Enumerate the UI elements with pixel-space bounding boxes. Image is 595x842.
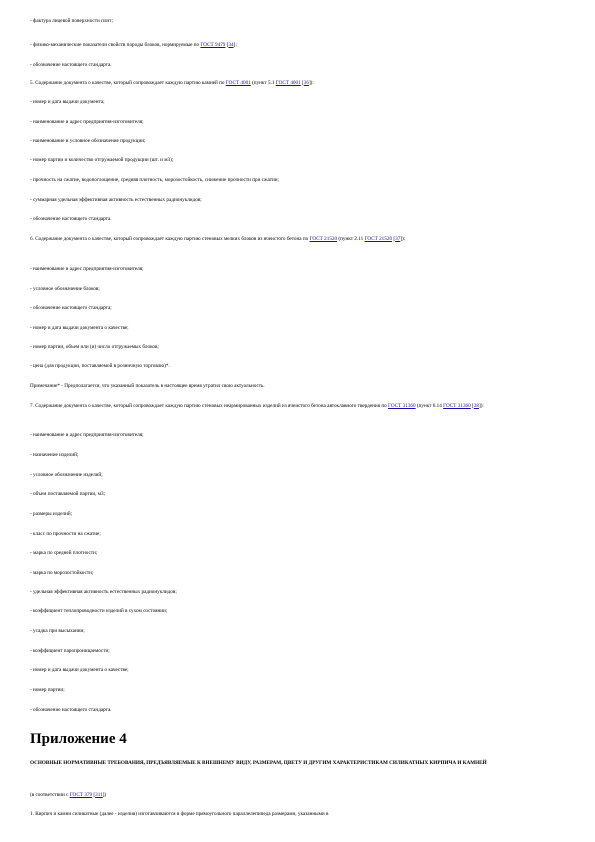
text-fragment: - размеры изделий; (30, 511, 73, 517)
text-fragment: - наименование и условное обозначение продукции; (30, 138, 146, 144)
text-fragment: ]; (233, 42, 237, 48)
text-line (30, 511, 570, 518)
text-fragment: 1. Кирпич и камни силикатные (далее - изделия) изготавливаются в форме прямоугольного параллелепипеда размерами, указанными в (30, 811, 329, 817)
text-fragment: Примечание* - Предполагается, что указанный показатель в настоящее время утратил свою актуальность. (30, 383, 265, 389)
text-line (30, 550, 570, 557)
text-fragment: - условное обозначение блоков; (30, 286, 100, 292)
text-line (30, 266, 570, 273)
text-fragment: - наименование и адрес предприятия-изготовителя; (30, 266, 144, 272)
appendix-note (30, 792, 570, 799)
reference-link[interactable]: 34 (228, 42, 234, 48)
text-line (30, 236, 570, 243)
text-fragment: [ (470, 403, 474, 409)
text-line (30, 531, 570, 538)
text-fragment: - цена (для продукции, поставляемой в розничную торговлю)*. (30, 363, 170, 369)
text-line (30, 119, 570, 126)
text-line (30, 216, 570, 223)
text-line (30, 42, 570, 49)
text-fragment: - суммарная удельная эффективная активность естественных радионуклидов; (30, 197, 202, 203)
text-line (30, 80, 570, 87)
reference-link[interactable]: ГОСТ 9479 (200, 42, 226, 48)
text-line (30, 62, 570, 69)
text-fragment: - обозначение настоящего стандарта. (30, 216, 112, 222)
text-fragment: ]) (102, 792, 107, 798)
text-fragment: [ (300, 80, 304, 86)
text-fragment: - номер партии и количество отгружаемой продукции (шт. и м3); (30, 157, 174, 163)
text-fragment: (пункт 2.11 (337, 236, 365, 242)
appendix-paragraph (30, 811, 570, 818)
text-line (30, 305, 570, 312)
text-line (30, 177, 570, 184)
text-fragment: - наименование и адрес предприятия-изготовителя; (30, 432, 144, 438)
text-fragment: - условное обозначение изделий; (30, 472, 103, 478)
text-fragment: (пункт 5.1 (250, 80, 276, 86)
text-line (30, 157, 570, 164)
text-fragment: - фактура лицевой поверхности плит; (30, 18, 113, 24)
text-fragment: - обозначение настоящего стандарта; (30, 305, 112, 311)
reference-link[interactable]: ГОСТ 4001 (225, 80, 251, 86)
reference-link[interactable]: 38 (473, 403, 479, 409)
text-fragment: - марка по средней плотности; (30, 550, 98, 556)
reference-link[interactable]: 37 (395, 236, 401, 242)
text-line (30, 197, 570, 204)
text-line (30, 472, 570, 479)
text-line (30, 344, 570, 351)
text-line (30, 589, 570, 596)
text-fragment: - назначение изделий; (30, 452, 79, 458)
text-fragment: (пункт 6.14 (415, 403, 444, 409)
text-fragment: - прочность на сжатие, водопоглощение, средняя плотность, морозостойкость, снижение прочности при сжатии; (30, 177, 279, 183)
reference-link[interactable]: ГОСТ 4001 (275, 80, 301, 86)
text-fragment: [ (392, 236, 396, 242)
text-fragment: - коэффициент теплопроводности изделий в сухом состоянии; (30, 608, 168, 614)
text-fragment: - физико-механические показатели свойств породы блоков, нормируемые по (30, 42, 201, 48)
reference-link[interactable]: ГОСТ 21520 (364, 236, 393, 242)
text-fragment: - номер и дата выдачи документа о качестве; (30, 667, 129, 673)
text-line (30, 383, 570, 390)
text-fragment: - усадка при высыхании; (30, 628, 85, 634)
text-line (30, 325, 570, 332)
text-fragment: - обозначение настоящего стандарта. (30, 707, 112, 713)
text-line (30, 432, 570, 439)
text-line (30, 452, 570, 459)
text-fragment: 5. Содержание документа о качестве, который сопровождает каждую партию камней по (30, 80, 226, 86)
text-line (30, 648, 570, 655)
text-fragment: [ (225, 42, 229, 48)
text-fragment: ]): (478, 403, 484, 409)
text-fragment: - номер партии, объем или (и) число отгружаемых блоков; (30, 344, 159, 350)
text-fragment: - коэффициент паропроницаемости; (30, 648, 110, 654)
text-fragment: (в соответствии с (30, 792, 70, 798)
text-fragment: - удельная эффективная активность естественных радионуклидов; (30, 589, 177, 595)
appendix-subtitle: ОСНОВНЫЕ НОРМАТИВНЫЕ ТРЕБОВАНИЯ, ПРЕДЪЯВЛЯЕМЫЕ К ВНЕШНЕМУ ВИДУ, РАЗМЕРАМ, ЦВЕТУ И ДРУГИМ ХАРАКТЕРИСТИКАМ СИЛИКАТНЫХ КИРПИЧА И КАМНЕЙ (30, 760, 487, 766)
text-fragment: - обозначение настоящего стандарта. (30, 62, 112, 68)
text-line (30, 363, 570, 370)
text-line (30, 667, 570, 674)
text-line (30, 99, 570, 106)
text-fragment: 6. Содержание документа о качестве, который сопровождает каждую партию стеновых мелких блоков из ячеистого бетона по (30, 236, 310, 242)
appendix-title: Приложение 4 (30, 731, 127, 747)
text-fragment: - наименование и адрес предприятия-изготовителя; (30, 119, 144, 125)
text-fragment: - номер и дата выдачи документа о качестве; (30, 325, 129, 331)
text-fragment: - номер и дата выдачи документа; (30, 99, 105, 105)
text-line (30, 687, 570, 694)
reference-link[interactable]: ГОСТ 379 (69, 792, 93, 798)
text-line (30, 403, 570, 410)
reference-link[interactable]: ГОСТ 31360 (443, 403, 471, 409)
text-line (30, 286, 570, 293)
text-line (30, 608, 570, 615)
reference-link[interactable]: 36 (303, 80, 309, 86)
text-line (30, 138, 570, 145)
text-fragment: ]): (400, 236, 406, 242)
text-fragment: ]): (308, 80, 314, 86)
text-line (30, 570, 570, 577)
text-line (30, 18, 570, 25)
text-fragment: - марка по морозостойкости; (30, 570, 94, 576)
reference-link[interactable]: ГОСТ 21520 (309, 236, 338, 242)
text-line (30, 707, 570, 714)
text-fragment: - объем поставляемой партии, м3; (30, 491, 106, 497)
text-fragment: [ (92, 792, 96, 798)
text-line (30, 491, 570, 498)
text-fragment: - номер партии; (30, 687, 65, 693)
text-fragment: - класс по прочности на сжатие; (30, 531, 101, 537)
reference-link[interactable]: 311 (95, 792, 103, 798)
text-fragment: 7. Содержание документа о качестве, который сопровождает каждую партию стеновых неармированных изделий из ячеистого бетона автоклавного твердения по (30, 403, 389, 409)
reference-link[interactable]: ГОСТ 31360 (388, 403, 416, 409)
text-line (30, 628, 570, 635)
